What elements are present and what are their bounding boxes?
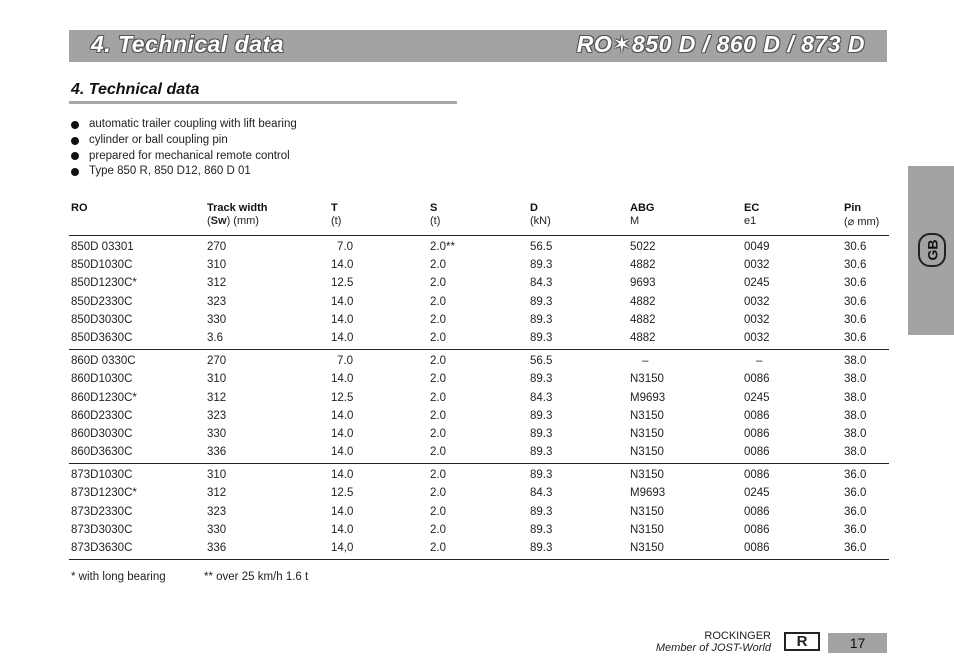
table-row bbox=[69, 390, 889, 408]
cell-track-width: 323 bbox=[207, 505, 227, 518]
cell-ec: 0086 bbox=[744, 505, 770, 518]
cell-track-width: 312 bbox=[207, 277, 227, 290]
cell-ec: 0086 bbox=[744, 373, 770, 386]
table-row bbox=[69, 485, 889, 503]
header-title: 4. Technical data bbox=[91, 31, 284, 57]
col-unit-d: (kN) bbox=[530, 215, 551, 227]
cell-d: 56.5 bbox=[530, 241, 553, 253]
cell-track-width: 323 bbox=[207, 295, 227, 308]
cell-pin: 30.6 bbox=[844, 241, 867, 253]
cell-t: 14.0 bbox=[331, 313, 354, 326]
cell-abg: M9693 bbox=[630, 487, 666, 500]
cell-abg: 4882 bbox=[630, 295, 656, 308]
cell-t: 14.0 bbox=[331, 295, 354, 308]
cell-abg: M9693 bbox=[630, 391, 666, 404]
cell-ec: – bbox=[756, 355, 763, 368]
col-header-ro: RO bbox=[71, 202, 88, 214]
cell-pin: 38.0 bbox=[844, 355, 867, 368]
cell-d: 89.3 bbox=[530, 505, 553, 518]
feature-item: prepared for mechanical remote control bbox=[71, 149, 297, 165]
cell-pin: 30.6 bbox=[844, 277, 867, 290]
cell-s: 2.0 bbox=[430, 427, 446, 440]
cell-d: 84.3 bbox=[530, 277, 553, 290]
cell-ro: 860D3630C bbox=[71, 446, 133, 459]
cell-s: 2.0 bbox=[430, 313, 446, 326]
footnote-long-bearing: * with long bearing bbox=[71, 571, 166, 583]
cell-ro: 873D3630C bbox=[71, 542, 133, 554]
cell-pin: 38.0 bbox=[844, 427, 867, 440]
cell-ro: 873D2330C bbox=[71, 505, 133, 518]
cell-ec: 0032 bbox=[744, 313, 770, 326]
cell-t: 14.0 bbox=[331, 373, 354, 386]
cell-abg: 9693 bbox=[630, 277, 656, 290]
cell-ro: 850D3030C bbox=[71, 313, 133, 326]
bullet-icon bbox=[71, 121, 79, 129]
col-unit-ec: e1 bbox=[744, 215, 757, 227]
cell-t: 7.0 bbox=[337, 241, 353, 253]
cell-track-width: 270 bbox=[207, 355, 227, 368]
cell-d: 89.3 bbox=[530, 469, 553, 482]
feature-list bbox=[71, 117, 297, 180]
table-row bbox=[69, 408, 889, 426]
cell-t: 14.0 bbox=[331, 427, 354, 440]
footnote-speed: ** over 25 km/h 1.6 t bbox=[204, 571, 309, 583]
table-row bbox=[69, 444, 889, 462]
table-row bbox=[69, 257, 889, 275]
cell-d: 89.3 bbox=[530, 523, 553, 536]
cell-pin: 36.0 bbox=[844, 542, 867, 554]
cell-track-width: 323 bbox=[207, 409, 227, 422]
cell-s: 2.0 bbox=[430, 505, 446, 518]
cell-abg: 4882 bbox=[630, 313, 656, 326]
table-header bbox=[69, 199, 889, 236]
cell-ro: 850D 03301 bbox=[71, 241, 134, 253]
cell-ro: 860D 0330C bbox=[71, 355, 136, 368]
table-row bbox=[69, 371, 889, 389]
cell-t: 14.0 bbox=[331, 523, 354, 536]
header-band bbox=[69, 30, 887, 62]
cell-d: 84.3 bbox=[530, 391, 553, 404]
cell-s: 2.0 bbox=[430, 277, 446, 290]
cell-d: 89.3 bbox=[530, 331, 553, 344]
table-row bbox=[69, 504, 889, 522]
cell-ro: 850D1230C* bbox=[71, 277, 137, 290]
cell-track-width: 312 bbox=[207, 487, 227, 500]
col-unit-t: (t) bbox=[331, 215, 342, 227]
cell-s: 2.0 bbox=[430, 355, 446, 368]
table-row bbox=[69, 239, 889, 257]
col-unit-abg: M bbox=[630, 215, 640, 227]
cell-s: 2.0 bbox=[430, 373, 446, 386]
cell-s: 2.0 bbox=[430, 295, 446, 308]
cell-ec: 0032 bbox=[744, 259, 770, 272]
bullet-icon bbox=[71, 137, 79, 145]
cell-pin: 30.6 bbox=[844, 259, 867, 272]
col-header-d: D bbox=[530, 202, 538, 214]
cell-d: 89.3 bbox=[530, 542, 553, 554]
cell-ec: 0086 bbox=[744, 446, 770, 459]
cell-s: 2.0 bbox=[430, 542, 446, 554]
cell-ro: 850D1030C bbox=[71, 259, 133, 272]
cell-track-width: 3.6 bbox=[207, 331, 223, 344]
cell-track-width: 336 bbox=[207, 542, 227, 554]
cell-d: 89.3 bbox=[530, 295, 553, 308]
cell-s: 2.0 bbox=[430, 446, 446, 459]
cell-pin: 36.0 bbox=[844, 487, 867, 500]
cell-track-width: 310 bbox=[207, 259, 227, 272]
cell-t: 12.5 bbox=[331, 277, 354, 290]
cell-ec: 0245 bbox=[744, 277, 770, 290]
cell-abg: 4882 bbox=[630, 331, 656, 344]
bullet-icon bbox=[71, 168, 79, 176]
cell-pin: 36.0 bbox=[844, 523, 867, 536]
table-group bbox=[69, 350, 889, 464]
cell-s: 2.0 bbox=[430, 523, 446, 536]
table-row bbox=[69, 353, 889, 371]
cell-abg: N3150 bbox=[630, 427, 664, 440]
cell-pin: 38.0 bbox=[844, 391, 867, 404]
language-side-tab bbox=[908, 166, 954, 335]
col-header-abg: ABG bbox=[630, 202, 655, 214]
cell-t: 14.0 bbox=[331, 409, 354, 422]
cell-ro: 860D3030C bbox=[71, 427, 133, 440]
cell-t: 14.0 bbox=[331, 331, 354, 344]
cell-abg: – bbox=[642, 355, 649, 368]
cell-ec: 0032 bbox=[744, 331, 770, 344]
page-number: 17 bbox=[828, 633, 887, 653]
cell-ro: 860D1230C* bbox=[71, 391, 137, 404]
brand-name: ROCKINGER bbox=[704, 630, 771, 642]
feature-item: automatic trailer coupling with lift bearing bbox=[71, 117, 297, 133]
cell-t: 14.0 bbox=[331, 505, 354, 518]
cell-ro: 850D2330C bbox=[71, 295, 133, 308]
col-unit-track-width: (Sw) (mm) bbox=[207, 215, 259, 227]
cell-track-width: 310 bbox=[207, 373, 227, 386]
cell-t: 14.0 bbox=[331, 259, 354, 272]
cell-pin: 30.6 bbox=[844, 295, 867, 308]
cell-s: 2.0 bbox=[430, 409, 446, 422]
cell-ec: 0245 bbox=[744, 487, 770, 500]
cell-pin: 38.0 bbox=[844, 373, 867, 386]
cell-track-width: 330 bbox=[207, 313, 227, 326]
cell-ro: 873D3030C bbox=[71, 523, 133, 536]
cell-s: 2.0 bbox=[430, 487, 446, 500]
cell-d: 84.3 bbox=[530, 487, 553, 500]
cell-pin: 38.0 bbox=[844, 446, 867, 459]
cell-d: 89.3 bbox=[530, 313, 553, 326]
table-row bbox=[69, 330, 889, 348]
col-unit-s: (t) bbox=[430, 215, 441, 227]
rockinger-logo: R bbox=[784, 632, 820, 651]
table-group bbox=[69, 236, 889, 350]
table-row bbox=[69, 467, 889, 485]
cell-track-width: 310 bbox=[207, 469, 227, 482]
cell-t: 14.0 bbox=[331, 446, 354, 459]
cell-abg: N3150 bbox=[630, 523, 664, 536]
cell-ec: 0086 bbox=[744, 409, 770, 422]
cell-ec: 0245 bbox=[744, 391, 770, 404]
col-unit-pin: (⌀ mm) bbox=[844, 216, 880, 228]
cell-track-width: 312 bbox=[207, 391, 227, 404]
cell-ec: 0086 bbox=[744, 523, 770, 536]
feature-item: cylinder or ball coupling pin bbox=[71, 133, 297, 149]
table-row bbox=[69, 522, 889, 540]
cell-ec: 0086 bbox=[744, 427, 770, 440]
brand-block bbox=[656, 630, 771, 654]
cell-t: 14,0 bbox=[331, 542, 354, 554]
cell-ro: 860D1030C bbox=[71, 373, 133, 386]
title-underline bbox=[69, 101, 457, 104]
col-header-ec: EC bbox=[744, 202, 760, 214]
table-row bbox=[69, 275, 889, 293]
cell-s: 2.0 bbox=[430, 391, 446, 404]
cell-abg: N3150 bbox=[630, 373, 664, 386]
cell-pin: 36.0 bbox=[844, 469, 867, 482]
cell-pin: 38.0 bbox=[844, 409, 867, 422]
header-model-range: RO✶850 D / 860 D / 873 D bbox=[576, 31, 865, 57]
cell-d: 56.5 bbox=[530, 355, 553, 368]
col-header-track-width: Track width bbox=[207, 202, 268, 214]
technical-data-table bbox=[69, 199, 889, 560]
cell-abg: N3150 bbox=[630, 446, 664, 459]
cell-ro: 850D3630C bbox=[71, 331, 133, 344]
cell-s: 2.0 bbox=[430, 331, 446, 344]
cell-abg: N3150 bbox=[630, 469, 664, 482]
cell-t: 14.0 bbox=[331, 469, 354, 482]
cell-pin: 30.6 bbox=[844, 331, 867, 344]
cell-ec: 0049 bbox=[744, 241, 770, 253]
cell-track-width: 330 bbox=[207, 427, 227, 440]
table-row bbox=[69, 294, 889, 312]
brand-member: Member of JOST-World bbox=[655, 642, 771, 654]
cell-s: 2.0 bbox=[430, 469, 446, 482]
section-title: 4. Technical data bbox=[71, 81, 200, 98]
cell-track-width: 330 bbox=[207, 523, 227, 536]
cell-abg: 5022 bbox=[630, 241, 656, 253]
cell-d: 89.3 bbox=[530, 259, 553, 272]
table-group bbox=[69, 464, 889, 560]
cell-ro: 873D1030C bbox=[71, 469, 133, 482]
cell-t: 12.5 bbox=[331, 391, 354, 404]
cell-d: 89.3 bbox=[530, 409, 553, 422]
feature-item: Type 850 R, 850 D12, 860 D 01 bbox=[71, 164, 297, 180]
table-row bbox=[69, 540, 889, 558]
cell-pin: 30.6 bbox=[844, 313, 867, 326]
cell-s: 2.0** bbox=[430, 241, 455, 253]
cell-pin: 36.0 bbox=[844, 505, 867, 518]
cell-ec: 0032 bbox=[744, 295, 770, 308]
cell-abg: N3150 bbox=[630, 409, 664, 422]
col-header-s: S bbox=[430, 202, 438, 214]
cell-abg: 4882 bbox=[630, 259, 656, 272]
cell-d: 89.3 bbox=[530, 373, 553, 386]
cell-ec: 0086 bbox=[744, 469, 770, 482]
cell-track-width: 270 bbox=[207, 241, 227, 253]
cell-d: 89.3 bbox=[530, 446, 553, 459]
table-row bbox=[69, 312, 889, 330]
col-header-pin: Pin bbox=[844, 202, 862, 214]
cell-t: 12.5 bbox=[331, 487, 354, 500]
cell-s: 2.0 bbox=[430, 259, 446, 272]
cell-ro: 873D1230C* bbox=[71, 487, 137, 500]
cell-ec: 0086 bbox=[744, 542, 770, 554]
cell-track-width: 336 bbox=[207, 446, 227, 459]
cell-d: 89.3 bbox=[530, 427, 553, 440]
table-row bbox=[69, 426, 889, 444]
cell-abg: N3150 bbox=[630, 542, 664, 554]
col-header-t: T bbox=[331, 202, 338, 214]
bullet-icon bbox=[71, 152, 79, 160]
cell-ro: 860D2330C bbox=[71, 409, 133, 422]
cell-abg: N3150 bbox=[630, 505, 664, 518]
language-badge: GB bbox=[918, 233, 946, 267]
table-body bbox=[69, 236, 889, 560]
cell-t: 7.0 bbox=[337, 355, 353, 368]
